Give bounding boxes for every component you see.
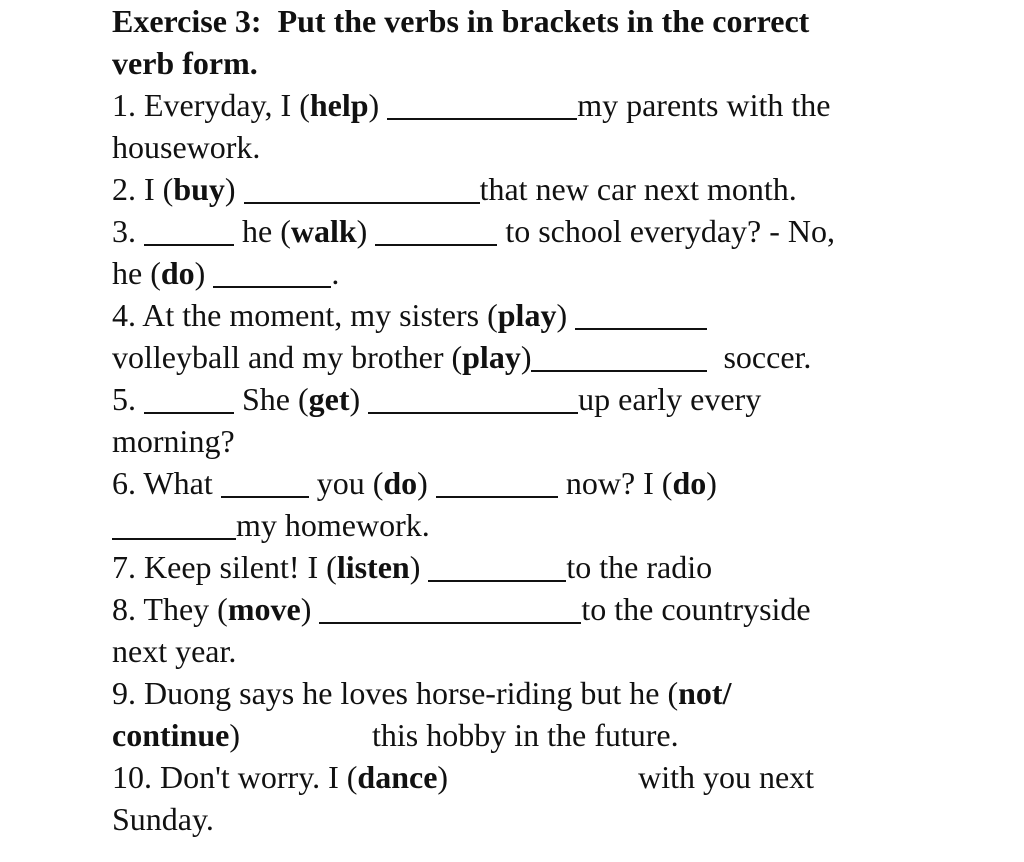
question-2: 2. I (buy) that new car next month. [112,171,797,207]
question-6-continued: my homework. [112,504,912,546]
verb-buy: buy [173,171,225,207]
verb-do: do [160,255,195,291]
question-9-continued: continue) this hobby in the future. [112,717,679,753]
exercise-title-line-1: Exercise 3: Put the verbs in brackets in the correct [112,3,810,39]
answer-blank-8[interactable] [319,592,581,624]
verb-play: play [497,297,557,333]
verb-do-6: do [383,465,418,501]
answer-blank-4a[interactable] [575,298,707,330]
question-7: 7. Keep silent! I (listen) to the radio [112,549,713,585]
question-3: 3. he (walk) to school everyday? - No, [112,213,835,249]
question-4-continued: volleyball and my brother (play) soccer. [112,339,812,375]
verb-do-6b: do [672,465,707,501]
verb-listen: listen [336,549,410,585]
question-6: 6. What you (do) now? I (do) [112,465,717,501]
question-4: 4. At the moment, my sisters (play) [112,294,912,336]
exercise-document [112,0,912,840]
exercise-title-line-2: verb form. [112,45,258,81]
question-1-continued: housework. [112,129,261,165]
verb-dance: dance [357,759,438,795]
verb-help: help [309,87,369,123]
question-3-continued: he (do) . [112,255,340,291]
verb-continue: continue [112,717,230,753]
answer-blank-3a[interactable] [144,214,234,246]
answer-blank-3b[interactable] [375,214,497,246]
verb-not: not/ [678,675,732,711]
answer-blank-4b[interactable] [531,340,707,372]
verb-move: move [227,591,301,627]
answer-blank-3c[interactable] [213,256,331,288]
answer-blank-2[interactable] [244,172,480,204]
answer-blank-7[interactable] [428,550,566,582]
verb-walk: walk [290,213,357,249]
question-5: 5. She (get) up early every [112,381,762,417]
question-8-continued: next year. [112,633,237,669]
answer-blank-6b[interactable] [436,466,558,498]
answer-blank-5a[interactable] [144,382,234,414]
verb-play-2: play [462,339,521,375]
answer-blank-5b[interactable] [368,382,578,414]
answer-blank-1[interactable] [387,88,577,120]
question-9: 9. Duong says he loves horse-riding but he (not/ [112,675,732,711]
question-1: 1. Everyday, I (help) my parents with the [112,87,831,123]
question-10-continued: Sunday. [112,801,214,837]
question-10: 10. Don't worry. I (dance) with you next [112,759,815,795]
answer-blank-6a[interactable] [221,466,309,498]
question-8: 8. They (move) to the countryside [112,591,811,627]
answer-blank-6c[interactable] [112,508,236,540]
question-5-continued: morning? [112,423,235,459]
verb-get: get [308,381,350,417]
